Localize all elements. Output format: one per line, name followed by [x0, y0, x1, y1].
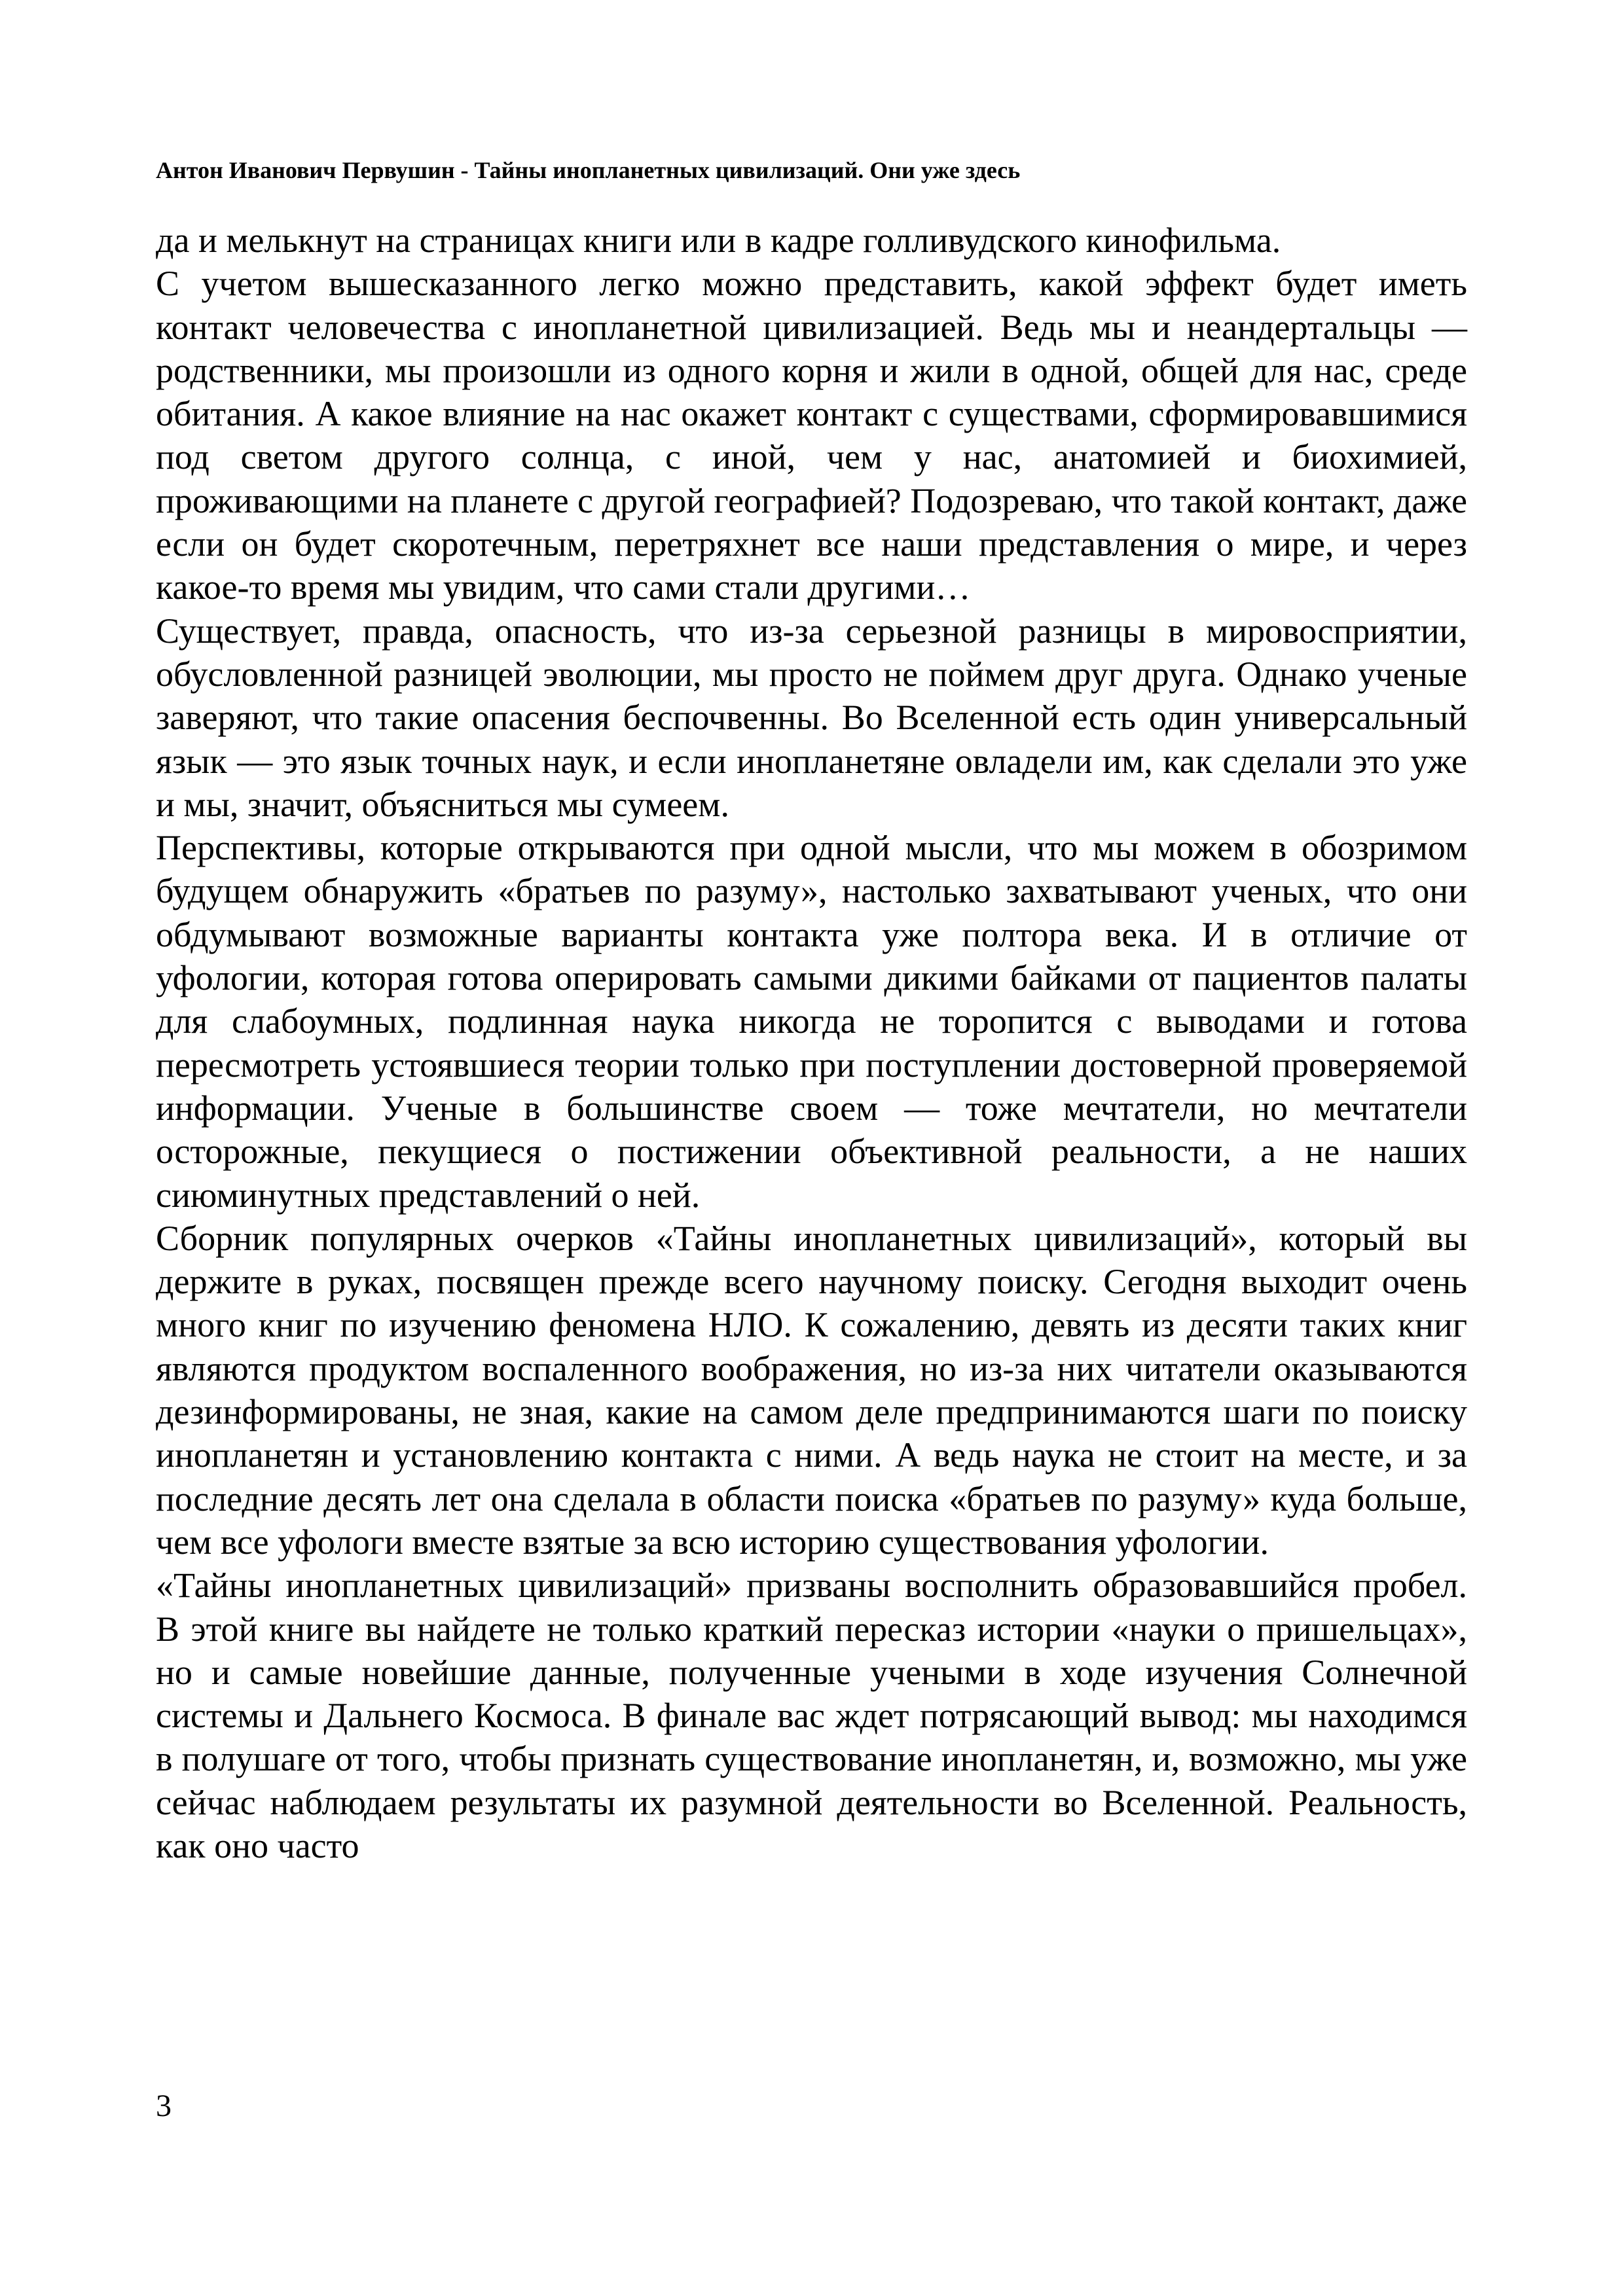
paragraph-text: да и мелькнут на страницах книги или в кадре голливудского кинофильма. — [156, 221, 1281, 260]
paragraph-text: «Тайны инопланетных цивилизаций» призваны восполнить образовавшийся пробел. В этой книге вы найдете не только краткий пересказ истории «науки о пришельцах», но и самые новейшие данные, полученные учеными в ходе изучения Солнечной системы и Дальнего Космоса. В финале вас ждет потрясающий вывод: мы находимся в полушаге от того, чтобы признать существование инопланетян, и, возможно, мы уже сейчас наблюдаем результаты их разумной деятельности во Вселенной. Реальность, как оно часто — [156, 1566, 1467, 1865]
paragraph — [156, 219, 1467, 262]
body-text — [156, 219, 1467, 1867]
paragraph-text: С учетом вышесказанного легко можно представить, какой эффект будет иметь контакт человечества с инопланетной цивилизацией. Ведь мы и неандертальцы — родственники, мы произошли из одного корня и жили в одной, общей для нас, среде обитания. А какое влияние на нас окажет контакт с существами, сформировавшимися под светом другого солнца, с иной, чем у нас, анатомией и биохимией, проживающими на планете с другой географией? Подозреваю, что такой контакт, даже если он будет скоротечным, перетряхнет все наши представления о мире, и через какое-то время мы увидим, что сами стали другими… — [156, 264, 1467, 607]
paragraph-text: Существует, правда, опасность, что из-за серьезной разницы в мировосприятии, обусловленной разницей эволюции, мы просто не поймем друг друга. Однако ученые заверяют, что такие опасения беспочвенны. Во Вселенной есть один универсальный язык — это язык точных наук, и если инопланетяне овладели им, как сделали это уже и мы, значит, объясниться мы сумеем. — [156, 611, 1467, 824]
running-header: Антон Иванович Первушин - Тайны инопланетных цивилизаций. Они уже здесь — [156, 157, 1021, 183]
paragraph — [156, 609, 1467, 826]
paragraph-text: Перспективы, которые открываются при одной мысли, что мы можем в обозримом будущем обнаружить «братьев по разуму», настолько захватывают ученых, что они обдумывают возможные варианты контакта уже полтора века. И в отличие от уфологии, которая готова оперировать самыми дикими байками от пациентов палаты для слабоумных, подлинная наука никогда не торопится с выводами и готова пересмотреть устоявшиеся теории только при поступлении достоверной проверяемой информации. Ученые в большинстве своем — тоже мечтатели, но мечтатели осторожные, пекущиеся о постижении объективной реальности, а не наших сиюминутных представлений о ней. — [156, 828, 1467, 1215]
paragraph — [156, 1564, 1467, 1867]
paragraph — [156, 1217, 1467, 1564]
paragraph — [156, 262, 1467, 609]
paragraph-text: Сборник популярных очерков «Тайны инопланетных цивилизаций», который вы держите в руках, посвящен прежде всего научному поиску. Сегодня выходит очень много книг по изучению феномена НЛО. К сожалению, девять из десяти таких книг являются продуктом воспаленного воображения, но из-за них читатели оказываются дезинформированы, не зная, какие на самом деле предпринимаются шаги по поиску инопланетян и установлению контакта с ними. А ведь наука не стоит на месте, и за последние десять лет она сделала в области поиска «братьев по разуму» куда больше, чем все уфологи вместе взятые за всю историю существования уфологии. — [156, 1218, 1467, 1562]
page-number: 3 — [156, 2089, 172, 2123]
paragraph — [156, 826, 1467, 1217]
